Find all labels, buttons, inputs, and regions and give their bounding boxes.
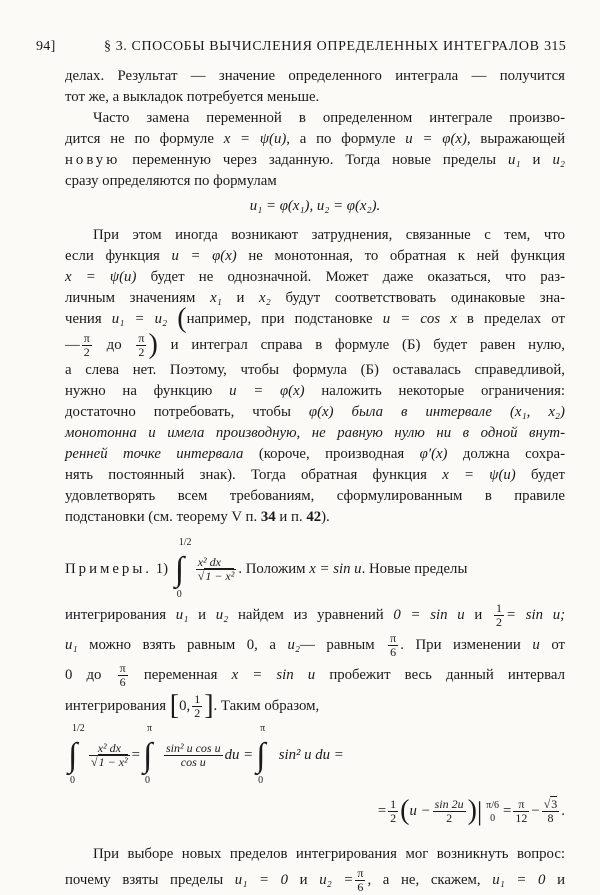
text-line: чения u₁ = u₂ (например, при подстановке u = cos x в пределах от [65,303,565,334]
text-line: подстановки (см. теорему V п. 34 и п. 42). [65,509,330,525]
running-header [36,36,566,56]
example-line: Примеры. 1) ∫ 1/2 0 $\frac{\text{x² dx}}{\text{√1 − x²}}$ . Положим x = sin u. Новые пределы [65,536,468,600]
text-line: При выборе новых пределов интегрирования мог возникнуть вопрос: [93,846,565,862]
page-body [65,66,565,895]
text-line: тот же, а выкладок потребуется меньше. [65,89,320,105]
text-line: 0 до $\frac{\pi}{6}$ переменная x = sin u пробежит весь данный интервал [65,661,566,690]
text-line: интегрирования [0, $\frac{1}{2}$ ]. Таким образом, [65,690,320,721]
text-line: сразу определяются по формулам [65,173,277,189]
text-line: интегрирования u₁ и u₂ найдем из уравнений 0 = sin u и $\frac{1}{2}$ = sin u; [65,601,566,630]
page-number: 315 [544,39,566,54]
text-line: x = ψ(u) будет не однозначной. Может даже оказаться, что раз- [65,269,566,285]
display-equation-2: = $\frac{1}{2}$ (u − $\frac{\sin 2u}{2}$ )| π/6 0 = $\frac{\pi}{12}$ − $\frac{√3}{8}$ . [377,795,565,826]
integral-sign: ∫ 1/2 0 [174,536,192,600]
text-line: достаточно потребовать, чтобы φ(x) была в интервале (x₁, x₂) [65,404,565,420]
text-line: u₁ можно взять равным 0, а u₂— равным $\frac{\pi}{6}$ . При изменении u от [65,631,565,660]
display-formula: u₁ = φ(x₁), u₂ = φ(x₂). [249,198,381,214]
text-line: удовлетворять всем требованиям, сформулированным в правиле [65,488,565,504]
text-line: если функция u = φ(x) не монотонная, то обратная к ней функция [65,248,566,264]
fraction-pi-over-2: $\frac{\pi}{2}$ [138,331,145,360]
text-line: При этом иногда возникают затруднения, связанные с тем, что [93,227,565,243]
text-line: личным значениям x₁ и x₂ будут соответствовать одинаковые зна- [65,290,566,306]
text-line: новую переменную через заданную. Тогда новые пределы u₁ и u₂ [65,152,565,168]
text-line: ренней точке интервала (короче, производная φ′(x) должна сохра- [65,446,565,462]
integrand: $\frac{\text{x² dx}}{\text{√1 − x²}}$ [197,555,235,584]
text-line: — $\frac{\pi}{2}$ до $\frac{\pi}{2}$ ) и интеграл справа в формуле (Б) будет равен нулю, [65,329,565,360]
header-section: § 3. СПОСОБЫ ВЫЧИСЛЕНИЯ ОПРЕДЕЛЕННЫХ ИНТЕГРАЛОВ [104,39,540,54]
text-line: а слева нет. Поэтому, чтобы формула (Б) оставалась справедливой, [65,362,565,378]
header-ref: 94] [36,39,56,54]
text-line: почему взяты пределы u₁ = 0 и u₂ = $\frac{\pi}{6}$ , а не, скажем, u₁ = 0 и [65,866,566,895]
text-line: нять постоянный знак). Тогда обратная функция x = ψ(u) будет [65,467,565,483]
text-line: дится не по формуле x = ψ(u), а по формуле u = φ(x), выражающей [65,131,565,147]
text-line: делах. Результат — значение определенного интеграла — получится [65,68,565,84]
text-line: нужно на функцию u = φ(x) наложить некоторые ограничения: [65,383,565,399]
display-equation-1: ∫ 1/2 0 $\frac{\text{x² dx}}{\text{√1 − x²}}$ = ∫ π 0 $\frac{\text{sin² u cos u}}{\text{cos u}}$ du = ∫ π 0 sin² u du = [68,722,344,786]
text-line: монотонна и имела производную, не равную нулю ни в одной внут- [65,425,565,441]
text-line: Часто замена переменной в определенном интеграле произво- [93,110,565,126]
fraction-pi-over-2: $\frac{\pi}{2}$ [83,331,90,360]
